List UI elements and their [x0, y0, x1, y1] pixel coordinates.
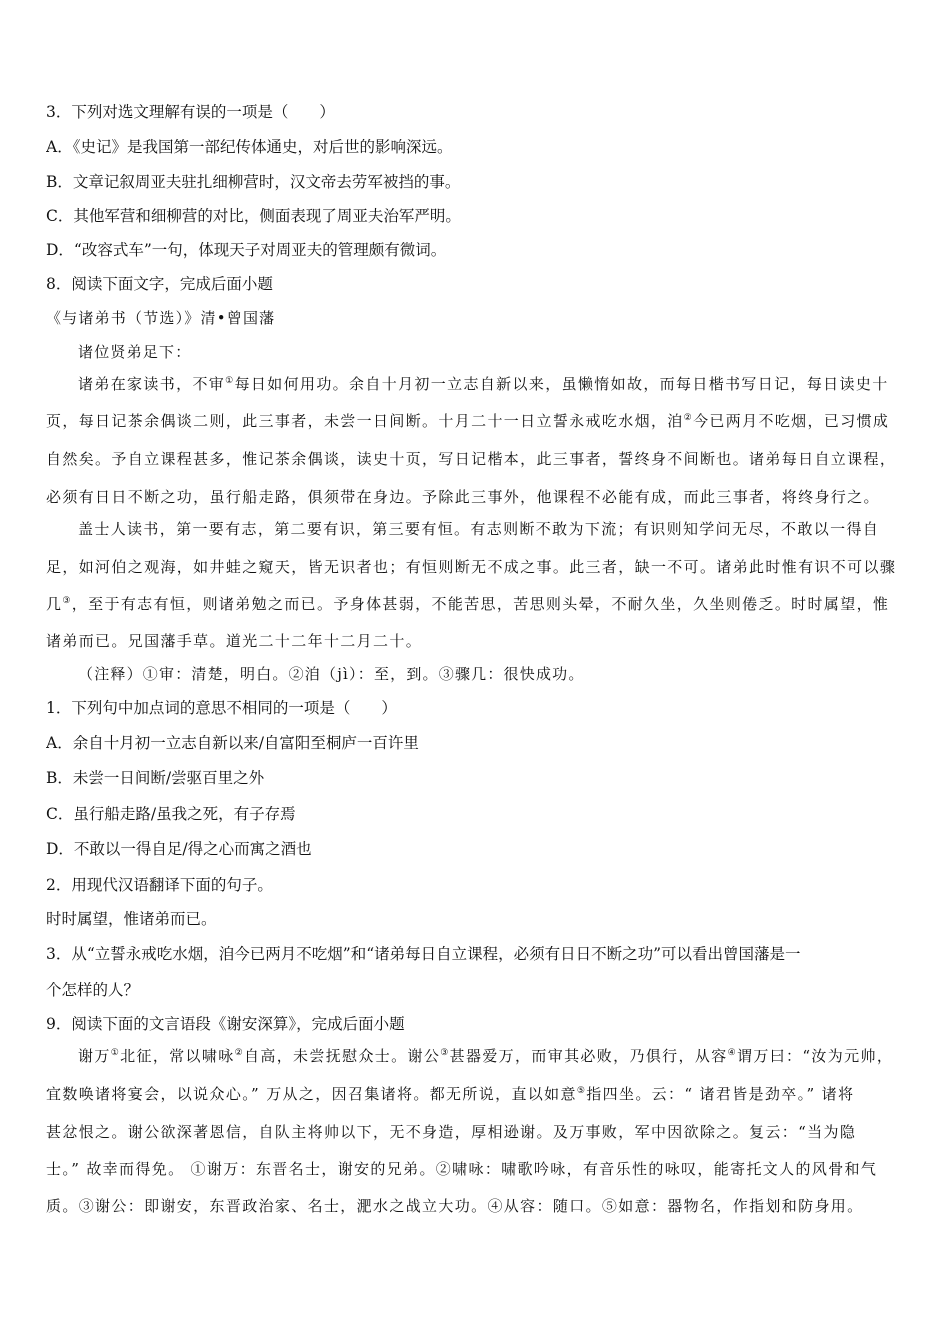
q8-sub1-option-d: D．不敢以一得自足/得之心而寓之酒也 — [46, 840, 312, 858]
q8-sub1-option-a: A．余自十月初一立志自新以来/自富阳至桐庐一百许里 — [46, 734, 419, 752]
q3-option-b: B．文章记叙周亚夫驻扎细柳营时，汉文帝去劳军被挡的事。 — [46, 173, 461, 191]
footnote-marker: ② — [683, 413, 694, 423]
q8-sub2-sentence: 时时属望，惟诸弟而已。 — [46, 910, 217, 928]
q3-option-a: A．《史记》是我国第一部纪传体通史，对后世的影响深远。 — [46, 138, 453, 156]
q8-sub2-stem: 2．用现代汉语翻译下面的句子。 — [46, 876, 273, 894]
footnote-marker: ④ — [727, 1048, 737, 1058]
footnote-marker: ③ — [440, 1048, 450, 1058]
q8-passage-line: 自然矣。予自立课程甚多，惟记茶余偶谈，读史十页，写日记楷本，此三事者，誓终身不间断也。诸弟每日自立课程， — [46, 450, 897, 468]
footnote-marker: ① — [225, 376, 235, 386]
q9-passage-line: 宜数唤诸将宴会，以说众心。” 万从之，因召集诸将。都无所说，直以如意⑤指四坐。云：“ 诸君皆是劲卒。” 诸将 — [46, 1085, 855, 1103]
q3-option-d: D．“改容式车”一句，体现天子对周亚夫的管理颇有微词。 — [46, 241, 447, 259]
q8-annotation: （注释）①审：清楚，明白。②洎（jì）：至，到。③骤几：很快成功。 — [78, 665, 585, 683]
q8-passage-line: 盖士人读书，第一要有志，第二要有识，第三要有恒。有志则断不敢为下流；有识则知学问无尽，不敢以一得自 — [78, 520, 880, 538]
q9-passage-line: 士。” 故幸而得免。 ①谢万：东晋名士，谢安的兄弟。②啸咏：啸歌吟咏，有音乐性的咏叹，能寄托文人的风骨和气 — [46, 1160, 878, 1178]
q8-sub3-line: 3．从“立誓永戒吃水烟，洎今已两月不吃烟”和“诸弟每日自立课程，必须有日日不断之功”可以看出曾国藩是一 — [46, 945, 801, 963]
q8-passage-line: 诸弟在家读书，不审①每日如何用功。余自十月初一立志自新以来，虽懒惰如故，而每日楷书写日记，每日读史十 — [78, 375, 889, 393]
q8-passage-line: 诸弟而已。兄国藩手草。道光二十二年十二月二十。 — [46, 632, 423, 650]
footnote-marker: ② — [234, 1048, 244, 1058]
q3-stem: 3．下列对选文理解有误的一项是（ ） — [46, 103, 335, 121]
q8-sub3-line: 个怎样的人？ — [46, 981, 140, 999]
footnote-marker: ① — [110, 1048, 121, 1058]
q8-sub1-option-c: C．虽行船走路/虽我之死，有子存焉 — [46, 805, 296, 823]
q8-sub1-stem: 1．下列句中加点词的意思不相同的一项是（ ） — [46, 699, 397, 717]
q9-heading: 9．阅读下面的文言语段《谢安深算》，完成后面小题 — [46, 1015, 405, 1033]
footnote-marker: ⑤ — [576, 1086, 587, 1096]
q8-passage-line: 页，每日记茶余偶谈二则，此三事者，未尝一日间断。十月二十一日立誓永戒吃水烟，洎②今已两月不吃烟，已习惯成 — [46, 412, 890, 430]
q3-option-c: C．其他军营和细柳营的对比，侧面表现了周亚夫治军严明。 — [46, 207, 461, 225]
q8-passage-line: 必须有日日不断之功，虽行船走路，俱须带在身边。予除此三事外，他课程不必能有成，而此三事者，将终身行之。 — [46, 488, 880, 506]
q8-passage-title: 《与诸弟书（节选）》清•曾国藩 — [46, 309, 276, 327]
q8-heading: 8．阅读下面文字，完成后面小题 — [46, 275, 273, 293]
footnote-marker: ③ — [62, 596, 72, 606]
q9-passage-line: 甚忿恨之。谢公欲深著恩信，自队主将帅以下，无不身造，厚相逊谢。及万事败，军中因欲除之。复云：“当为隐 — [46, 1123, 857, 1141]
q9-passage-line: 质。③谢公：即谢安，东晋政治家、名士，淝水之战立大功。④从容：随口。⑤如意：器物名，作指划和防身用。 — [46, 1197, 864, 1215]
q8-salutation: 诸位贤弟足下： — [78, 343, 192, 361]
q8-passage-line: 几③，至于有志有恒，则诸弟勉之而已。予身体甚弱，不能苦思，苦思则头晕，不耐久坐，久坐则倦乏。时时属望，惟 — [46, 595, 890, 613]
q8-sub1-option-b: B．未尝一日间断/尝驱百里之外 — [46, 769, 265, 787]
q8-passage-line: 足，如河伯之观海，如井蛙之窥天，皆无识者也；有恒则断无不成之事。此三者，缺一不可。诸弟此时惟有识不可以骤 — [46, 558, 897, 576]
q9-passage-line: 谢万①北征，常以啸咏②自高，未尝抚慰众士。谢公③甚器爱万，而审其必败，乃俱行，从容④谓万曰：“汝为元帅， — [78, 1047, 894, 1065]
